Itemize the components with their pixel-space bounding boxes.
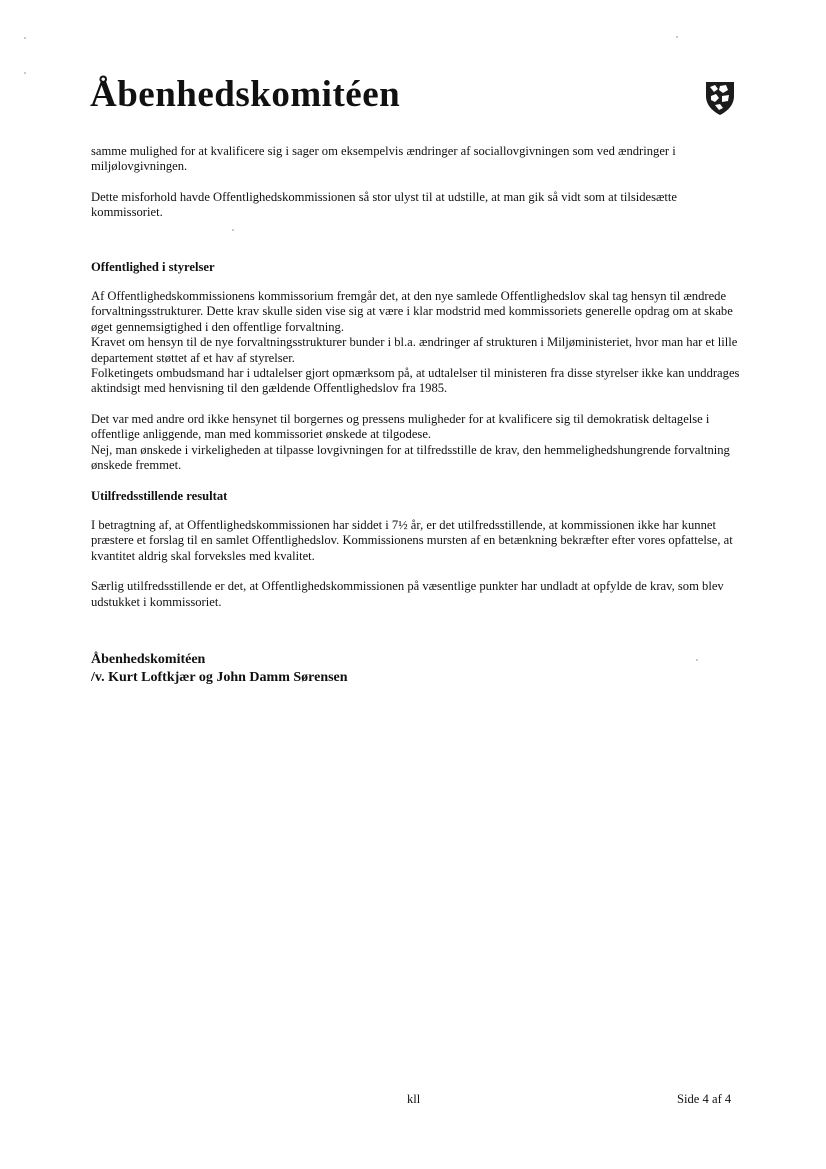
paragraph [91, 412, 741, 474]
scan-speck [676, 36, 678, 38]
signature-org: Åbenhedskomitéen [91, 652, 206, 667]
paragraph: Særlig utilfredsstillende er det, at Offentlighedskommissionen på væsentlige punkter har undladt at opfylde de krav, som blev udstukket i kommissoriet. [91, 579, 724, 609]
scan-speck [24, 37, 26, 39]
signature-names: /v. Kurt Loftkjær og John Damm Sørensen [91, 670, 348, 685]
coat-of-arms-icon [704, 80, 736, 116]
paragraph: samme mulighed for at kvalificere sig i sager om eksempelvis ændringer af sociallovgivningen som ved ændringer i miljølovgivningen. [91, 144, 676, 174]
paragraph: Dette misforhold havde Offentlighedskommissionen så stor ulyst til at udstille, at man gik så vidt som at tilsidesætte kommissoriet. [91, 189, 678, 220]
scan-speck [696, 659, 698, 661]
document-body [91, 144, 741, 625]
paragraph-line: Af Offentlighedskommissionens kommissorium fremgår det, at den nye samlede Offentlighedslov skal tag hensyn til ændrede forvaltningsstrukturer. Dette krav skulle siden vise sig at være i klar modstrid med kommissoriets generelle opdrag om at skabe øget gennemsigtighed i den offentlige forvaltning. [91, 289, 733, 334]
paragraph-line: Kravet om hensyn til de nye forvaltningsstrukturer bunder i bl.a. ændringer af strukturen i Miljøministeriet, hvor man har et lille departement støttet af et hav af styrelser. [91, 335, 738, 365]
footer-initials: kll [407, 1092, 421, 1106]
signature-block [91, 651, 348, 687]
section-heading: Offentlighed i styrelser [91, 259, 215, 274]
page-title: Åbenhedskomitéen [90, 74, 401, 115]
paragraph-line: Det var med andre ord ikke hensynet til borgernes og pressens muligheder for at kvalificere sig til demokratisk deltagelse i offentlige anliggende, man med kommissoriet ønskede at tilgodese. [91, 411, 710, 442]
paragraph [91, 289, 741, 397]
paragraph-line: Nej, man ønskede i virkeligheden at tilpasse lovgivningen for at tilfredsstille de krav, den hemmelighedshungrende forvaltning ønskede fremmet. [91, 442, 730, 473]
section-heading: Utilfredsstillende resultat [91, 488, 228, 503]
paragraph-line: Folketingets ombudsmand har i udtalelser gjort opmærksom på, at udtalelser til ministeren fra disse styrelser ikke kan unddrages aktindsigt med henvisning til den gældende Offentlighedslov fra 1985. [91, 366, 740, 396]
paragraph: I betragtning af, at Offentlighedskommissionen har siddet i 7½ år, er det utilfredsstillende, at kommissionen ikke har kunnet præstere et forslag til en samlet Offentlighedslov. Kommissionens mursten af en betænkning bekræfter efter vores opfattelse, at kvantitet aldrig skal forveksles med kvalitet. [91, 517, 733, 563]
scan-speck [24, 72, 26, 74]
page-number: Side 4 af 4 [677, 1092, 732, 1106]
